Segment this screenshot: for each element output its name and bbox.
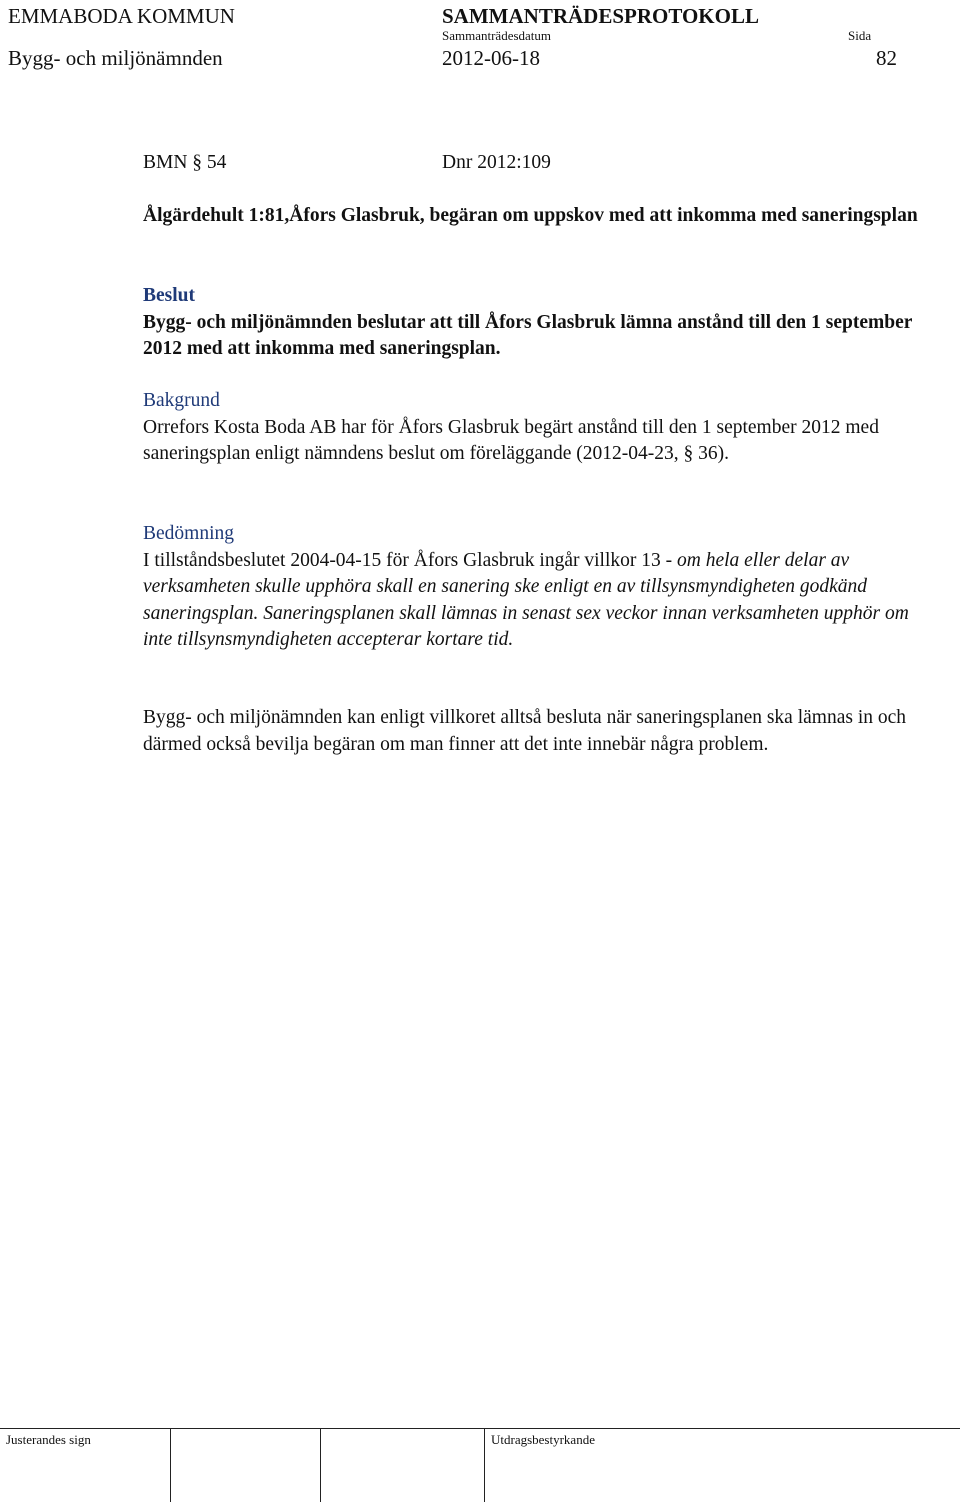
sign-box-1 [170, 1429, 171, 1502]
utdragsbestyrkande-box [484, 1429, 595, 1502]
bedomning-paragraph-2: Bygg- och miljönämnden kan enligt villkoret alltså besluta när saneringsplanen ska lämnas in och därmed också bevilja begäran om man finner att det inte innebär några problem. [143, 707, 907, 755]
beslut-section [143, 283, 933, 363]
signature-footer [0, 1428, 960, 1502]
bakgrund-heading: Bakgrund [143, 390, 220, 411]
beslut-text: Bygg- och miljönämnden beslutar att till Åfors Glasbruk lämna anstånd till den 1 september 2012 med att inkomma med saneringsplan. [143, 311, 913, 359]
page-number: 82 [876, 46, 897, 70]
bedomning-paragraph-1 [143, 548, 933, 654]
justerandes-sign-label: Justerandes sign [6, 1432, 91, 1447]
bedomning-text-italic: om hela eller delar av verksamheten skulle upphöra skall en sanering ske enligt en av tillsynsmyndigheten godkänd saneringsplan. Saneringsplanen skall lämnas in senast sex veckor innan verksamheten upphör om inte tillsynsmyndigheten accepterar kortare tid. [143, 549, 909, 650]
bedomning-text-normal: I tillståndsbeslutet 2004-04-15 för Åfors Glasbruk ingår villkor 13 - [143, 549, 677, 571]
meeting-date: 2012-06-18 [442, 46, 540, 70]
committee-name: Bygg- och miljönämnden [8, 46, 223, 70]
document-type: SAMMANTRÄDESPROTOKOLL [442, 4, 759, 28]
municipality-name: EMMABODA KOMMUN [8, 4, 235, 28]
page-label: Sida [848, 28, 872, 43]
bakgrund-section [143, 388, 933, 468]
sign-box-2 [320, 1429, 321, 1502]
case-dnr: Dnr 2012:109 [442, 152, 551, 173]
bakgrund-text: Orrefors Kosta Boda AB har för Åfors Glasbruk begärt anstånd till den 1 september 2012 med saneringsplan enligt nämndens beslut om föreläggande (2012-04-23, § 36). [143, 416, 879, 464]
beslut-heading: Beslut [143, 285, 196, 306]
date-label: Sammanträdesdatum [442, 28, 552, 43]
bedomning-section [143, 521, 933, 654]
case-title: Ålgärdehult 1:81,Åfors Glasbruk, begäran om uppskov med att inkomma med saneringsplan [143, 205, 918, 226]
utdragsbestyrkande-label: Utdragsbestyrkande [491, 1432, 595, 1447]
case-number: BMN § 54 [143, 152, 227, 173]
bedomning-heading: Bedömning [143, 523, 234, 544]
